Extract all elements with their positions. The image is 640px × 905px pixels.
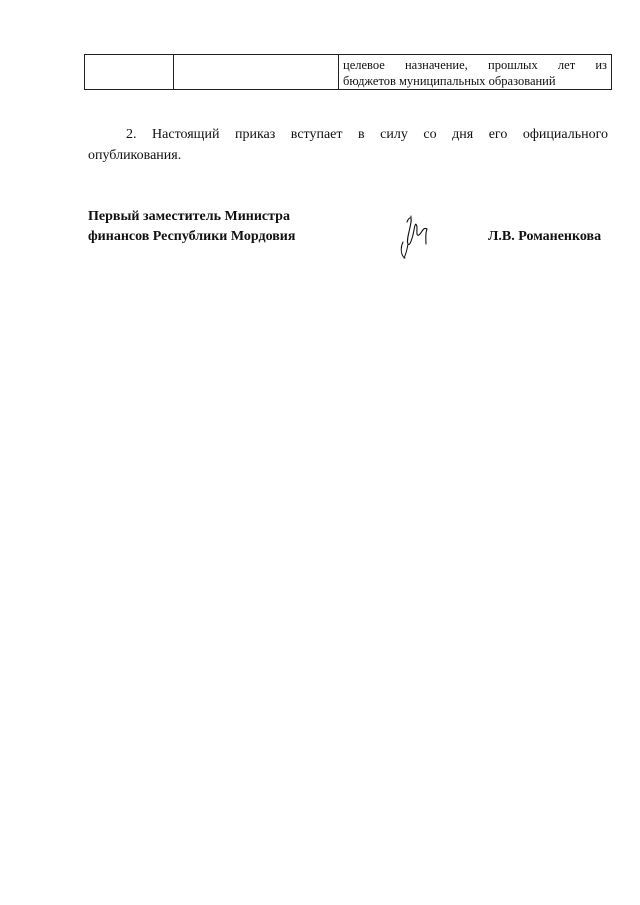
- handwritten-signature-icon: [398, 214, 432, 260]
- table-cell-description: [339, 55, 612, 90]
- paragraph-line-1: 2. Настоящий приказ вступает в силу со дня его официального: [126, 127, 608, 142]
- signatory-title-line-1: Первый заместитель Министра: [88, 209, 290, 224]
- signatory-title-line-2: финансов Республики Мордовия: [88, 229, 296, 244]
- table-cell-number: [85, 55, 174, 90]
- table-row: [85, 55, 612, 90]
- signatory-title: [88, 207, 295, 247]
- table-cell-code: [174, 55, 339, 90]
- description-line-1: целевое назначение, прошлых лет из: [343, 58, 607, 72]
- signatory-name: Л.В. Романенкова: [488, 229, 602, 244]
- budget-table: [84, 54, 612, 90]
- paragraph-line-2: опубликования.: [88, 148, 182, 163]
- description-line-2: бюджетов муниципальных образований: [343, 74, 556, 88]
- order-paragraph: [88, 124, 608, 166]
